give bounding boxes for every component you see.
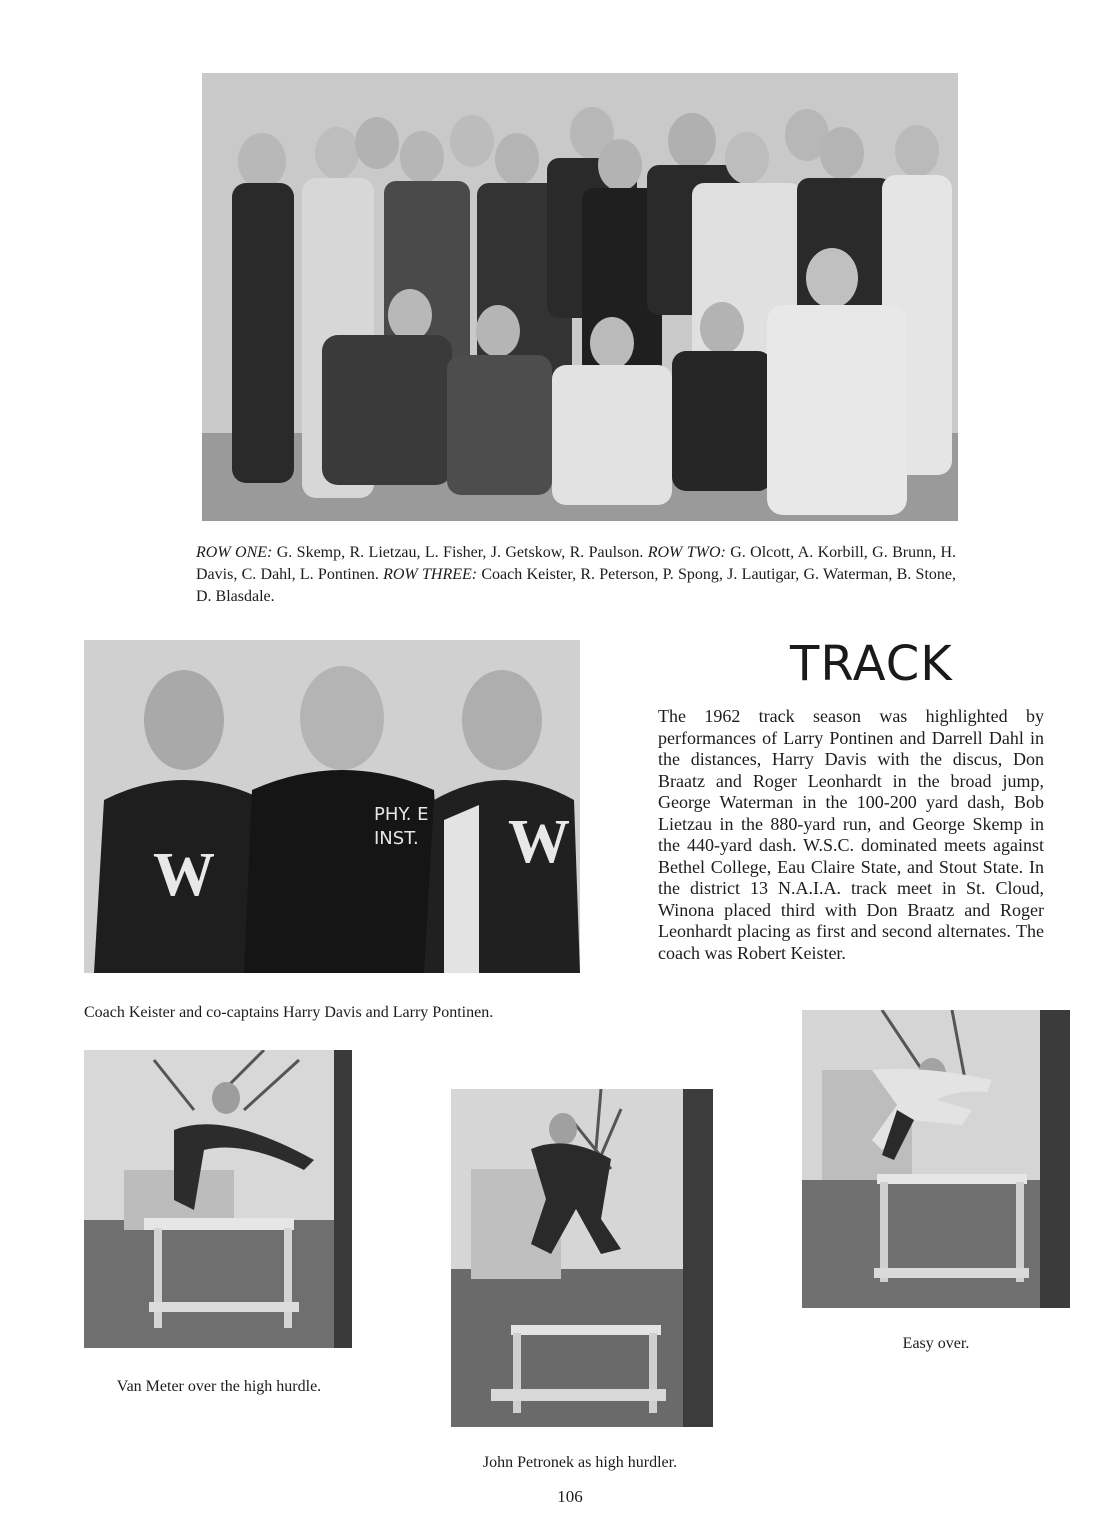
shirt-text-line2: INST. — [374, 828, 419, 849]
vanmeter-caption: Van Meter over the high hurdle. — [116, 1378, 322, 1395]
petronek-caption: John Petronek as high hurdler. — [482, 1454, 678, 1471]
coach-photo — [84, 640, 580, 973]
row-three-names: Coach Keister, R. Peterson, P. Spong, J. Lautigar, G. Waterman, B. Stone, D. Blasdale. — [196, 566, 956, 605]
article-title: TRACK — [790, 636, 953, 692]
left-jacket-letter: W — [153, 841, 215, 909]
shirt-text-line1: PHY. E — [374, 804, 429, 825]
team-photo — [202, 73, 958, 521]
vanmeter-photo — [84, 1050, 352, 1348]
row-three-label: ROW THREE: — [383, 566, 478, 583]
row-one-names: G. Skemp, R. Lietzau, L. Fisher, J. Getskow, R. Paulson. — [272, 544, 648, 561]
page-number: 106 — [557, 1487, 583, 1506]
right-jacket-letter: W — [508, 808, 570, 876]
row-two-names: G. Olcott, A. Korbill, G. Brunn, H. Davis, C. Dahl, L. Pontinen. — [196, 544, 957, 583]
row-two-label: ROW TWO: — [647, 544, 726, 561]
article-body: The 1962 track season was highlighted by performances of Larry Pontinen and Darrell Dahl in the distances, Harry Davis with the discus, Don Braatz and Roger Leonhardt in the broad jump, George Waterman in the 100-200 yard dash, Bob Lietzau in the 880-yard run, and George Skemp in the 440-yard dash. W.S.C. dominated meets against Bethel College, Eau Claire State, and Stout State. In the district 13 N.A.I.A. track meet in St. Cloud, Winona placed third with Don Braatz and Roger Leonhardt placing as first and second alternates. The coach was Robert Keister. — [658, 706, 1044, 963]
easy-over-caption: Easy over. — [902, 1335, 970, 1352]
coach-caption: Coach Keister and co-captains Harry Davis and Larry Pontinen. — [84, 1004, 494, 1021]
row-one-label: ROW ONE: — [196, 544, 273, 561]
petronek-photo — [451, 1089, 713, 1427]
team-caption — [196, 542, 956, 608]
easy-over-photo — [802, 1010, 1070, 1308]
